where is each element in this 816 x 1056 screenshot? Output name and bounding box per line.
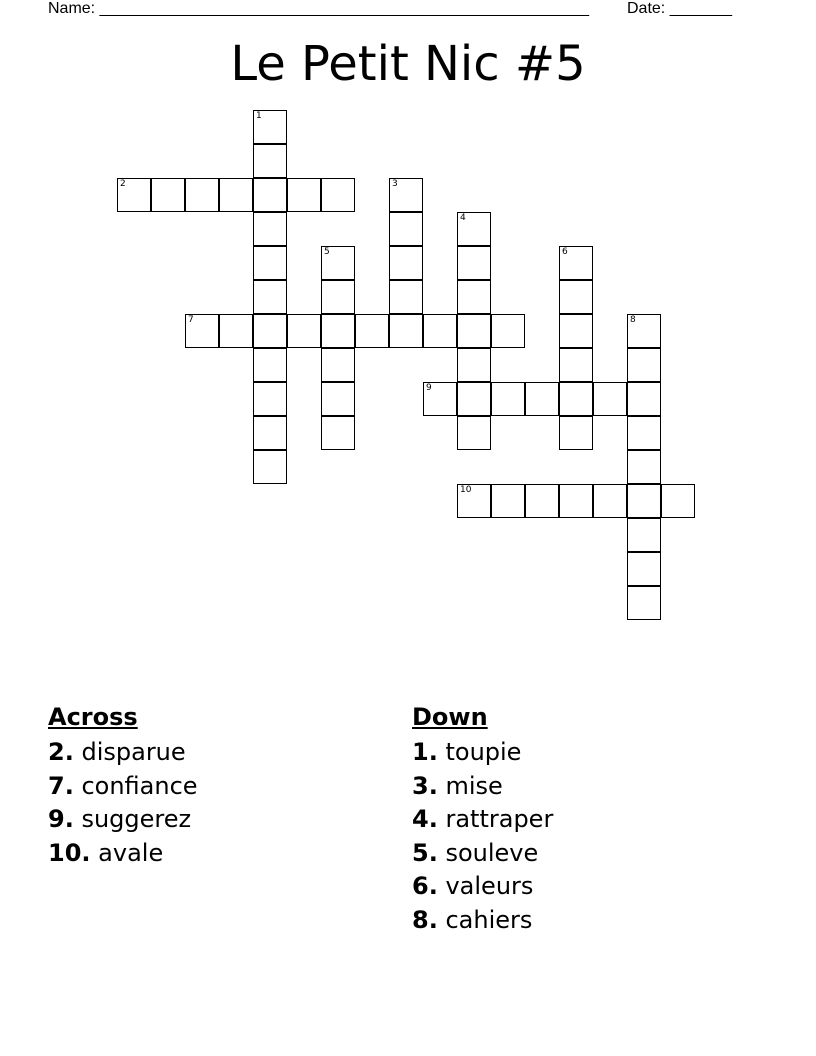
clue-number: 9. [48, 805, 74, 833]
clue-number: 8. [412, 905, 438, 934]
grid-cell[interactable] [253, 314, 287, 348]
grid-cell[interactable] [491, 314, 525, 348]
grid-cell[interactable] [321, 416, 355, 450]
grid-cell[interactable] [559, 416, 593, 450]
grid-cell[interactable] [559, 280, 593, 314]
grid-cell[interactable] [253, 178, 287, 212]
across-heading: Across [48, 703, 138, 731]
grid-cell[interactable] [457, 280, 491, 314]
grid-cell[interactable] [627, 416, 661, 450]
across-clues [48, 702, 198, 870]
grid-cell[interactable] [457, 212, 491, 246]
across-clue [48, 803, 198, 837]
grid-cell[interactable] [253, 348, 287, 382]
grid-cell[interactable] [321, 314, 355, 348]
grid-cell[interactable] [253, 212, 287, 246]
grid-cell[interactable] [559, 382, 593, 416]
across-clue [48, 736, 198, 770]
grid-cell[interactable] [253, 416, 287, 450]
cell-number: 1 [256, 111, 262, 121]
grid-cell[interactable] [627, 552, 661, 586]
name-line[interactable]: Name: _______________________________________________________ [48, 0, 589, 17]
grid-cell[interactable] [185, 178, 219, 212]
grid-cell[interactable] [457, 484, 491, 518]
grid-cell[interactable] [457, 348, 491, 382]
clue-text: mise [445, 771, 503, 800]
grid-cell[interactable] [389, 178, 423, 212]
grid-cell[interactable] [321, 348, 355, 382]
date-line[interactable]: Date: _______ [627, 0, 732, 17]
grid-cell[interactable] [627, 586, 661, 620]
clue-number: 6. [412, 872, 438, 900]
grid-cell[interactable] [355, 314, 389, 348]
grid-cell[interactable] [389, 280, 423, 314]
grid-cell[interactable] [559, 314, 593, 348]
grid-cell[interactable] [491, 382, 525, 416]
grid-cell[interactable] [627, 484, 661, 518]
down-clue [412, 736, 553, 770]
grid-cell[interactable] [253, 450, 287, 484]
down-clue [412, 803, 553, 837]
down-clue [412, 870, 553, 904]
clue-number: 5. [412, 838, 438, 867]
clue-number: 1. [412, 738, 438, 766]
cell-number: 7 [188, 315, 194, 325]
cell-number: 10 [460, 485, 472, 495]
down-clues [412, 702, 553, 937]
cell-number: 6 [562, 247, 568, 257]
grid-cell[interactable] [627, 450, 661, 484]
grid-cell[interactable] [525, 484, 559, 518]
grid-cell[interactable] [559, 348, 593, 382]
grid-cell[interactable] [593, 484, 627, 518]
down-clue [412, 904, 553, 938]
grid-cell[interactable] [457, 416, 491, 450]
cell-number: 3 [392, 179, 398, 189]
grid-cell[interactable] [117, 178, 151, 212]
across-clue [48, 770, 198, 804]
grid-cell[interactable] [627, 518, 661, 552]
grid-cell[interactable] [423, 382, 457, 416]
grid-cell[interactable] [151, 178, 185, 212]
clue-number: 7. [48, 771, 74, 800]
grid-cell[interactable] [457, 246, 491, 280]
grid-cell[interactable] [661, 484, 695, 518]
down-clue [412, 837, 553, 871]
cell-number: 2 [120, 179, 126, 189]
cell-number: 4 [460, 213, 466, 223]
grid-cell[interactable] [185, 314, 219, 348]
grid-cell[interactable] [627, 382, 661, 416]
page-title: Le Petit Nic #5 [230, 36, 586, 92]
grid-cell[interactable] [389, 212, 423, 246]
down-heading: Down [412, 703, 488, 731]
grid-cell[interactable] [559, 484, 593, 518]
grid-cell[interactable] [321, 178, 355, 212]
cell-number: 8 [630, 315, 636, 325]
grid-cell[interactable] [627, 314, 661, 348]
clue-number: 10. [48, 838, 91, 867]
clue-number: 2. [48, 738, 74, 766]
grid-cell[interactable] [253, 110, 287, 144]
cell-number: 5 [324, 247, 330, 257]
down-clue [412, 770, 553, 804]
across-clue [48, 837, 198, 871]
clue-text: avale [98, 838, 164, 867]
cell-number: 9 [426, 383, 432, 393]
grid-cell[interactable] [559, 246, 593, 280]
grid-cell[interactable] [627, 348, 661, 382]
grid-cell[interactable] [253, 280, 287, 314]
grid-cell[interactable] [287, 178, 321, 212]
clue-text: valeurs [445, 872, 534, 900]
clue-number: 4. [412, 805, 438, 833]
grid-cell[interactable] [525, 382, 559, 416]
grid-cell[interactable] [321, 246, 355, 280]
grid-cell[interactable] [321, 382, 355, 416]
clue-text: suggerez [81, 805, 192, 833]
grid-cell[interactable] [389, 246, 423, 280]
clue-text: souleve [445, 838, 539, 867]
clue-text: disparue [81, 738, 186, 766]
grid-cell[interactable] [457, 314, 491, 348]
clue-text: rattraper [445, 805, 554, 833]
grid-cell[interactable] [253, 382, 287, 416]
grid-cell[interactable] [457, 382, 491, 416]
grid-cell[interactable] [219, 314, 253, 348]
grid-cell[interactable] [287, 314, 321, 348]
grid-cell[interactable] [389, 314, 423, 348]
grid-cell[interactable] [253, 144, 287, 178]
grid-cell[interactable] [253, 246, 287, 280]
clue-text: toupie [445, 738, 522, 766]
grid-cell[interactable] [219, 178, 253, 212]
clue-text: confiance [81, 771, 198, 800]
grid-cell[interactable] [491, 484, 525, 518]
grid-cell[interactable] [321, 280, 355, 314]
clue-number: 3. [412, 771, 438, 800]
clue-text: cahiers [445, 905, 533, 934]
grid-cell[interactable] [423, 314, 457, 348]
grid-cell[interactable] [593, 382, 627, 416]
